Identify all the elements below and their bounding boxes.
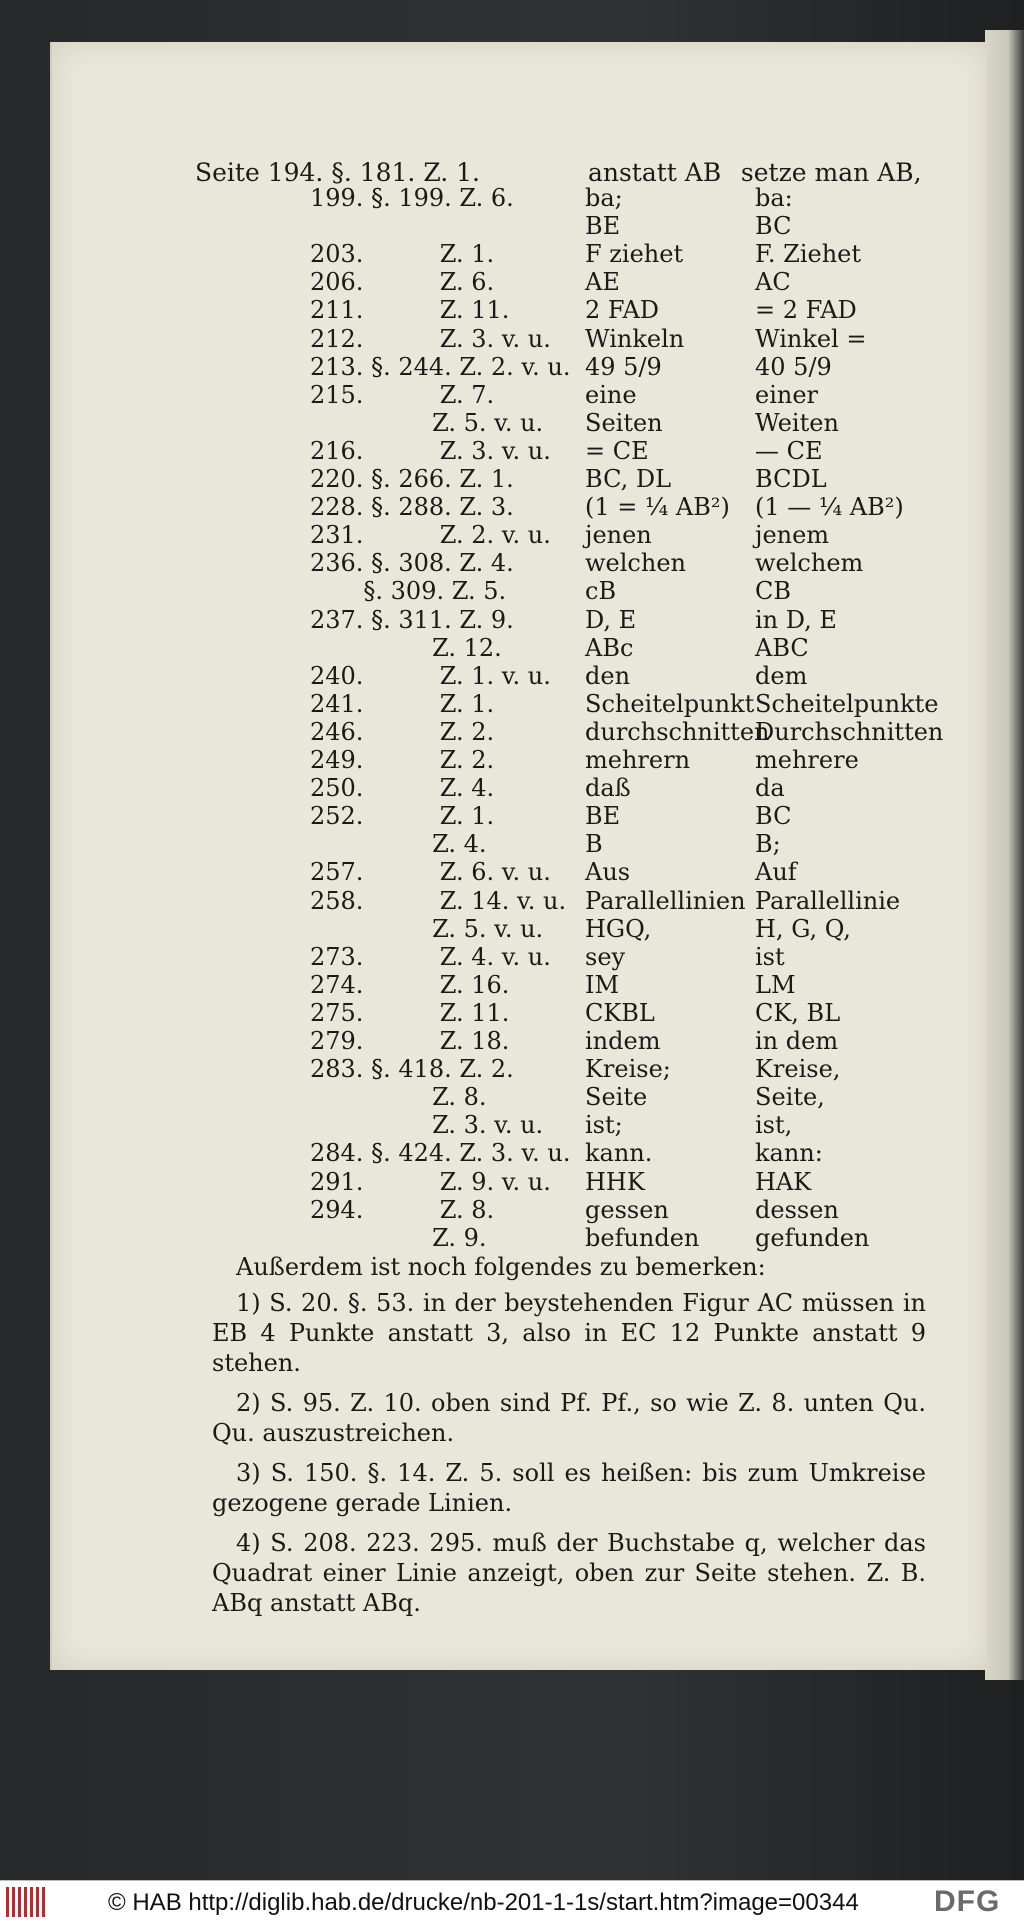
errata-correct: in dem <box>755 1027 839 1055</box>
errata-location: 241. Z. 1. <box>310 689 495 718</box>
errata-wrong: 2 FAD <box>585 296 660 325</box>
citation-link[interactable]: © HAB http://diglib.hab.de/drucke/nb-201-1-1s/start.htm?image=00344 <box>108 1889 859 1916</box>
errata-wrong: jenen <box>585 521 652 550</box>
errata-correct: = 2 FAD <box>755 296 857 325</box>
errata-wrong: sey <box>585 942 626 971</box>
errata-location: 246. Z. 2. <box>310 717 495 746</box>
errata-correct: Winkel = <box>755 324 867 353</box>
errata-wrong: B <box>585 830 603 859</box>
errata-correct: BC <box>755 802 792 831</box>
errata-location: 273. Z. 4. v. u. <box>310 942 551 971</box>
errata-wrong: den <box>585 661 631 690</box>
errata-wrong: indem <box>585 1027 661 1055</box>
errata-wrong: eine <box>585 380 637 409</box>
errata-wrong: welchen <box>585 549 686 578</box>
errata-location: Z. 12. <box>310 633 502 662</box>
errata-correct: LM <box>755 970 796 999</box>
errata-wrong: cB <box>585 577 617 606</box>
book-edge <box>985 30 1024 1680</box>
note-item-2: 2) S. 95. Z. 10. oben sind Pf. Pf., so wie Z. 8. unten Qu. Qu. auszustreichen. <box>212 1389 926 1447</box>
errata-wrong: durchschnitten <box>585 717 770 746</box>
errata-wrong: Seiten <box>585 408 663 437</box>
errata-location: Z. 4. <box>310 830 487 859</box>
errata-location: 283. §. 418. Z. 2. <box>310 1055 514 1084</box>
errata-wrong: ABc <box>585 633 634 662</box>
errata-correct: Seite, <box>755 1083 825 1112</box>
errata-wrong: Parallellinien <box>585 886 746 915</box>
errata-wrong: gessen <box>585 1195 669 1224</box>
errata-correct: Durchschnitten <box>755 717 944 746</box>
errata-wrong: F ziehet <box>585 240 684 269</box>
errata-location: Z. 8. <box>310 1083 487 1112</box>
errata-correct: da <box>755 774 785 803</box>
errata-location: 279. Z. 18. <box>310 1027 510 1055</box>
errata-correct: HAK <box>755 1167 812 1196</box>
errata-location: 203. Z. 1. <box>310 240 495 269</box>
note-item-1: 1) S. 20. §. 53. in der beystehenden Figur AC müssen in EB 4 Punkte anstatt 3, also in EC 12 Punkte anstatt 9 stehen. <box>212 1289 926 1377</box>
errata-wrong: BC, DL <box>585 465 672 493</box>
errata-location: 274. Z. 16. <box>310 970 510 999</box>
errata-location: 199. §. 199. Z. 6. <box>310 184 514 212</box>
errata-location: 284. §. 424. Z. 3. v. u. <box>310 1139 571 1168</box>
errata-correct: F. Ziehet <box>755 240 862 269</box>
errata-wrong: (1 = ¼ AB²) <box>585 493 730 522</box>
errata-location: 294. Z. 8. <box>310 1195 495 1224</box>
errata-correct: Parallellinie <box>755 886 901 915</box>
errata-correct: Kreise, <box>755 1055 841 1084</box>
header-instead: anstatt AB <box>587 158 722 187</box>
errata-location: 216. Z. 3. v. u. <box>310 436 551 465</box>
header-set: setze man AB, <box>740 158 922 187</box>
errata-correct: dessen <box>755 1195 839 1224</box>
errata-wrong: Scheitelpunkt <box>585 689 755 718</box>
errata-wrong: daß <box>585 774 631 803</box>
errata-wrong: ist; <box>585 1111 623 1140</box>
errata-location: Z. 5. v. u. <box>310 914 544 943</box>
errata-correct: Scheitelpunkte <box>755 689 939 718</box>
errata-wrong: kann. <box>585 1139 653 1168</box>
errata-wrong: CKBL <box>585 998 655 1027</box>
errata-correct: BCDL <box>755 465 827 493</box>
errata-location: 250. Z. 4. <box>310 774 495 803</box>
errata-wrong: befunden <box>585 1223 700 1252</box>
errata-location: 275. Z. 11. <box>310 998 510 1027</box>
errata-location: 252. Z. 1. <box>310 802 495 831</box>
errata-wrong: AE <box>585 268 620 297</box>
errata-location: 237. §. 311. Z. 9. <box>310 605 514 634</box>
errata-location: 212. Z. 3. v. u. <box>310 324 551 353</box>
errata-correct: B; <box>755 830 781 859</box>
errata-correct: (1 — ¼ AB²) <box>755 493 904 522</box>
errata-location: 291. Z. 9. v. u. <box>310 1167 551 1196</box>
errata-location: 228. §. 288. Z. 3. <box>310 493 514 522</box>
errata-header <box>195 158 922 187</box>
errata-correct: in D, E <box>755 605 837 634</box>
errata-correct: kann: <box>755 1139 823 1168</box>
errata-wrong: Seite <box>585 1083 648 1112</box>
errata-correct: ba: <box>755 184 793 212</box>
errata-location: 240. Z. 1. v. u. <box>310 661 551 690</box>
errata-wrong: Winkeln <box>585 324 685 353</box>
errata-location: Z. 3. v. u. <box>310 1111 544 1140</box>
errata-location: 213. §. 244. Z. 2. v. u. <box>310 352 571 381</box>
errata-wrong: BE <box>585 802 621 831</box>
errata-wrong: mehrern <box>585 746 691 774</box>
errata-correct: H, G, Q, <box>755 914 851 943</box>
errata-location: 215. Z. 7. <box>310 380 495 409</box>
note-item-4: 4) S. 208. 223. 295. muß der Buchstabe q, welcher das Quadrat einer Linie anzeigt, oben zur Seite stehen. Z. B. ABq anstatt ABq. <box>212 1529 926 1617</box>
errata-wrong: BE <box>585 212 621 241</box>
hab-logo-icon <box>6 1887 48 1917</box>
errata-location: 206. Z. 6. <box>310 268 495 297</box>
errata-location: Z. 9. <box>310 1223 487 1252</box>
header-location: Seite 194. §. 181. Z. 1. <box>195 158 480 187</box>
errata-correct: jenem <box>755 521 830 550</box>
notes-intro: Außerdem ist noch folgendes zu bemerken: <box>236 1253 766 1281</box>
errata-correct: CB <box>755 577 791 606</box>
errata-wrong: HGQ, <box>585 914 652 943</box>
errata-location: 258. Z. 14. v. u. <box>310 886 567 915</box>
errata-wrong: ba; <box>585 184 623 212</box>
errata-correct: 40 5/9 <box>755 352 832 381</box>
errata-location: 220. §. 266. Z. 1. <box>310 465 514 493</box>
errata-correct: dem <box>755 661 808 690</box>
errata-location: 231. Z. 2. v. u. <box>310 521 551 550</box>
viewer-footer <box>0 1880 1024 1924</box>
errata-correct: ist, <box>755 1111 793 1140</box>
errata-location: 249. Z. 2. <box>310 746 495 774</box>
errata-location: 236. §. 308. Z. 4. <box>310 549 514 578</box>
errata-correct: Auf <box>755 858 797 887</box>
errata-location: 211. Z. 11. <box>310 296 510 325</box>
errata-wrong: HHK <box>585 1167 645 1196</box>
errata-wrong: = CE <box>585 436 649 465</box>
errata-correct: welchem <box>755 549 864 578</box>
errata-location: Z. 5. v. u. <box>310 408 544 437</box>
errata-wrong: Aus <box>585 858 631 887</box>
errata-wrong: D, E <box>585 605 637 634</box>
errata-correct: gefunden <box>755 1223 870 1252</box>
errata-correct: AC <box>755 268 791 297</box>
notes-section <box>212 1252 926 1628</box>
errata-correct: einer <box>755 380 819 409</box>
errata-wrong: Kreise; <box>585 1055 671 1084</box>
errata-correct: ist <box>755 942 785 971</box>
errata-correct: BC <box>755 212 792 241</box>
errata-wrong: 49 5/9 <box>585 352 662 381</box>
errata-correct: Weiten <box>755 408 839 437</box>
errata-location: 257. Z. 6. v. u. <box>310 858 551 887</box>
errata-correct: CK, BL <box>755 998 841 1027</box>
errata-correct: mehrere <box>755 746 859 774</box>
note-item-3: 3) S. 150. §. 14. Z. 5. soll es heißen: bis zum Umkreise gezogene gerade Linien. <box>212 1459 926 1517</box>
errata-correct: ABC <box>755 633 809 662</box>
errata-location: §. 309. Z. 5. <box>310 577 507 606</box>
errata-wrong: IM <box>585 970 620 999</box>
errata-correct: — CE <box>755 436 823 465</box>
dfg-logo: DFG <box>934 1885 1001 1918</box>
